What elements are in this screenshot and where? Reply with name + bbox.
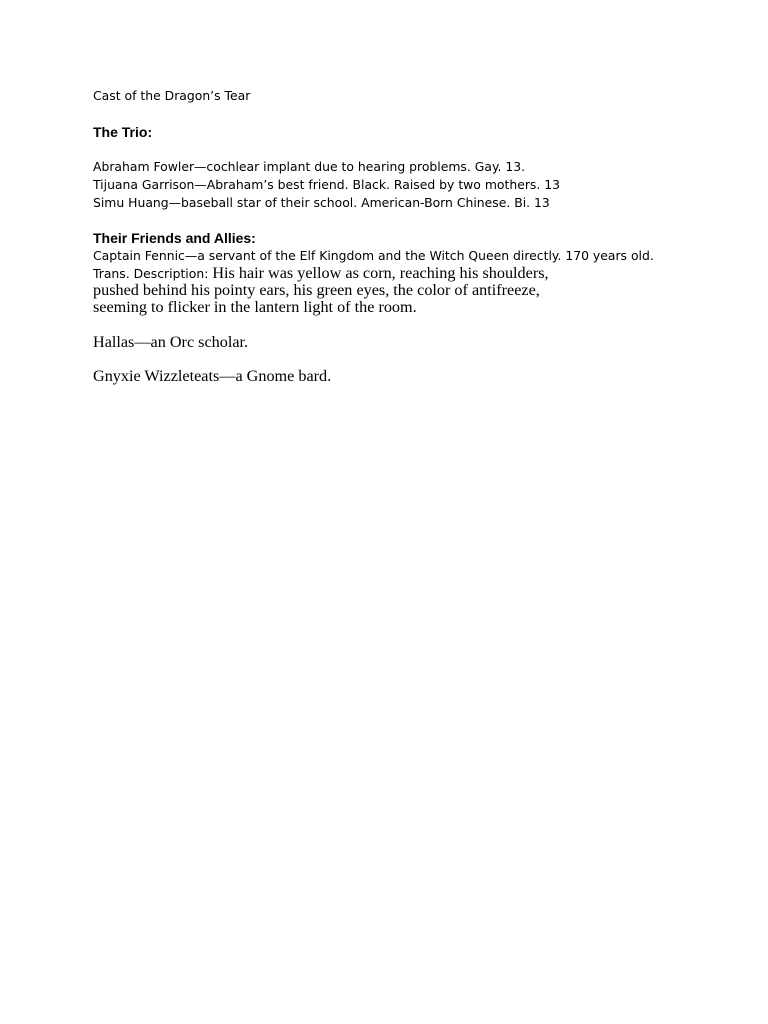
fennic-description-line-1	[93, 265, 693, 282]
trio-member-simu: Simu Huang—baseball star of their school. American-Born Chinese. Bi. 13	[93, 195, 550, 210]
friends-heading: Their Friends and Allies:	[93, 230, 256, 246]
description-text-2: pushed behind his pointy ears, his green eyes, the color of antifreeze,	[93, 281, 540, 299]
trio-member-abraham: Abraham Fowler—cochlear implant due to hearing problems. Gay. 13.	[93, 159, 526, 174]
fennic-entry: Captain Fennic—a servant of the Elf Kingdom and the Witch Queen directly. 170 years old.	[93, 248, 654, 263]
document-title: Cast of the Dragon’s Tear	[93, 88, 251, 103]
trio-list	[93, 158, 560, 212]
trio-member-tijuana: Tijuana Garrison—Abraham’s best friend. Black. Raised by two mothers. 13	[93, 177, 561, 192]
description-text-3: seeming to flicker in the lantern light of the room.	[93, 298, 417, 316]
hallas-entry: Hallas—an Orc scholar.	[93, 333, 249, 351]
description-label: Trans. Description:	[93, 266, 213, 281]
trio-heading: The Trio:	[93, 124, 153, 140]
description-text-1: His hair was yellow as corn, reaching his shoulders,	[212, 264, 549, 282]
gnyxie-entry: Gnyxie Wizzleteats—a Gnome bard.	[93, 367, 332, 385]
fennic-entry-block	[93, 247, 693, 316]
